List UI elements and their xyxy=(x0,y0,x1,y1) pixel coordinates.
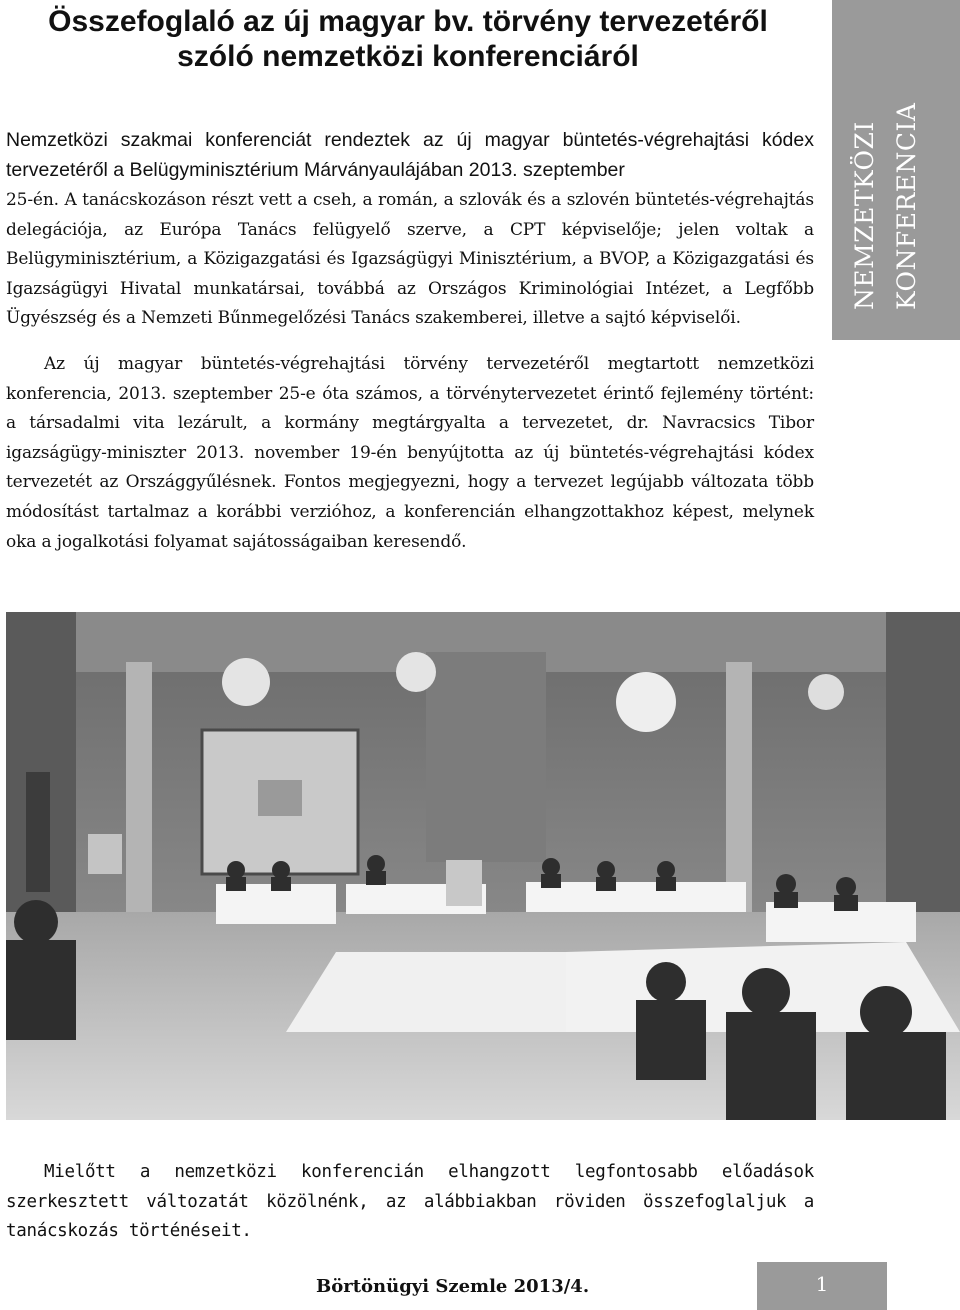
closing-paragraph: Mielőtt a nemzetközi konferencián elhangzott legfontosabb előadások szerkesztett változatát közölnénk, az alábbiakban röviden összefoglaljuk a tanácskozás történéseit. xyxy=(6,1162,814,1242)
page-number-box xyxy=(757,1262,887,1310)
body-paragraph-1: 25-én. A tanácskozáson részt vett a cseh, a román, a szlovák és a szlovén büntetés-végrehajtás delegációja, az Európa Tanács felügyelő szerve, a CPT képviselője; jelen voltak a Belügyminisztérium, a Közigazgatási és Igazságügyi Minisztérium, a BVOP, a Közigazgatási és Igazságügyi Hivatal munkatársai, továbbá az Országos Kriminológiai Intézet, a Legfőbb Ügyészség és a Nemzeti Bűnmegelőzési Tanács szakemberei, illetve a sajtó képviselői. xyxy=(6,190,814,329)
section-side-tab xyxy=(832,0,960,340)
article-title xyxy=(8,4,808,74)
conference-hall-image xyxy=(6,612,960,1120)
conference-photo xyxy=(6,612,960,1120)
title-line-2: szóló nemzetközi konferenciáról xyxy=(177,40,639,73)
body-paragraph-2: Az új magyar büntetés-végrehajtási törvény tervezetéről megtartott nemzetközi konferencia, 2013. szeptember 25-e óta számos, a törvénytervezetet érintő fejlemény történt: a társadalmi vita lezárult, a kormány megtárgyalta a tervezetet, dr. Navracsics Tibor igazságügy-miniszter 2013. november 19-én benyújtotta az új büntetés-végrehajtási kódex tervezetét az Országgyűlésnek. Fontos megjegyezni, hogy a tervezet legújabb változata több módosítást tartalmaz a korábbi verzióhoz, a konferencián elhangzottakhoz képest, melynek oka a jogalkotási folyamat sajátosságaiban keresendő. xyxy=(6,354,814,552)
lead-paragraph: Nemzetközi szakmai konferenciát rendeztek az új magyar büntetés-végrehajtási kódex tervezetéről a Belügyminisztérium Márványaulájában 2013. szeptember xyxy=(6,129,814,181)
section-label-line-2: KONFERENCIA xyxy=(892,102,921,310)
section-label xyxy=(844,60,928,310)
page-footer xyxy=(0,1262,960,1310)
journal-name: Börtönügyi Szemle 2013/4. xyxy=(316,1276,590,1297)
section-label-line-1: NEMZETKÖZI xyxy=(850,121,879,310)
page-number: 1 xyxy=(815,1272,829,1296)
title-line-1: Összefoglaló az új magyar bv. törvény tervezetéről xyxy=(48,5,768,38)
